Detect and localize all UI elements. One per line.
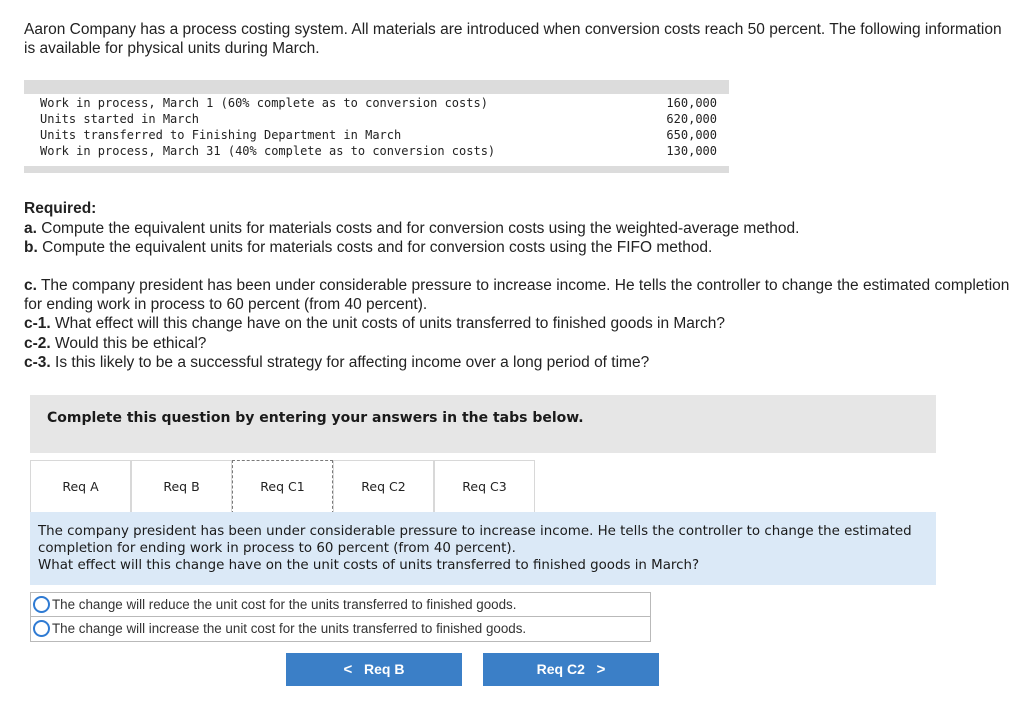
tab-req-b[interactable]: Req B	[131, 460, 232, 513]
problem-intro: Aaron Company has a process costing system. All materials are introduced when conversion costs reach 50 percent. The following information is available for physical units during March.	[24, 21, 1002, 57]
requirement-a-label: a.	[24, 219, 37, 237]
chevron-right-icon: >	[596, 661, 606, 678]
requirement-c2-text: Would this be ethical?	[50, 334, 207, 352]
table-row	[24, 111, 729, 127]
requirement-c1-label: c-1.	[24, 315, 51, 333]
row-value: 160,000	[666, 96, 717, 110]
next-button-label: Req C2	[536, 661, 585, 677]
required-section	[24, 199, 1009, 258]
requirement-c3-label: c-3.	[24, 353, 51, 371]
requirement-c-text: The company president has been under considerable pressure to increase income. He tells the controller to change the estimated completion for ending work in process to 60 percent (from 40 percent).	[24, 277, 1010, 314]
requirement-a	[24, 219, 1009, 239]
next-req-c2-button[interactable]	[483, 653, 659, 686]
table-row	[24, 95, 729, 111]
table-row	[24, 143, 729, 159]
question-panel	[30, 512, 936, 585]
requirement-c	[24, 276, 1019, 314]
prev-req-b-button[interactable]	[286, 653, 462, 686]
prev-button-label: Req B	[363, 661, 405, 677]
instructions-text: Complete this question by entering your answers in the tabs below.	[47, 410, 584, 426]
instructions-banner	[30, 395, 936, 453]
radio-button-icon[interactable]	[33, 596, 50, 613]
requirement-c3-text: Is this likely to be a successful strategy for affecting income over a long period of time?	[50, 353, 650, 371]
row-label: Units started in March	[40, 112, 199, 126]
answer-options	[30, 592, 651, 642]
tab-req-c1[interactable]: Req C1	[232, 460, 333, 514]
requirement-c3	[24, 353, 1019, 372]
row-value: 620,000	[666, 112, 717, 126]
option-label: The change will reduce the unit cost for the units transferred to finished goods.	[52, 597, 517, 612]
tab-req-c2[interactable]: Req C2	[333, 460, 434, 513]
answer-option[interactable]	[30, 592, 651, 617]
units-table	[24, 80, 729, 173]
required-heading: Required:	[24, 200, 97, 217]
requirement-b-text: Compute the equivalent units for materials costs and for conversion costs using the FIFO method.	[37, 239, 713, 256]
requirement-c2	[24, 334, 1019, 353]
requirement-c-label: c.	[24, 277, 37, 294]
requirement-b-label: b.	[24, 239, 38, 256]
requirement-c1	[24, 314, 1019, 333]
requirement-c1-text: What effect will this change have on the unit costs of units transferred to finished goods in March?	[50, 315, 726, 333]
row-label: Work in process, March 1 (60% complete as to conversion costs)	[40, 96, 488, 110]
row-value: 650,000	[666, 128, 717, 142]
table-top-bar	[24, 80, 729, 94]
table-bottom-bar	[24, 166, 729, 173]
question-text: The company president has been under considerable pressure to increase income. He tells the controller to change the estimated completion for ending work in process to 60 percent (from 40 percent). What effect will this change have on the unit costs of units transferred to finished goods in March?	[38, 524, 912, 573]
row-value: 130,000	[666, 144, 717, 158]
tab-req-c3[interactable]: Req C3	[434, 460, 535, 513]
answer-option[interactable]	[30, 617, 651, 642]
requirement-b	[24, 238, 1009, 258]
option-label: The change will increase the unit cost for the units transferred to finished goods.	[52, 621, 527, 636]
radio-button-icon[interactable]	[33, 620, 50, 637]
table-row	[24, 127, 729, 143]
chevron-left-icon: <	[343, 661, 353, 678]
requirement-c-section	[24, 276, 1019, 372]
requirement-c2-label: c-2.	[24, 334, 51, 352]
row-label: Units transferred to Finishing Department in March	[40, 128, 402, 142]
tab-req-a[interactable]: Req A	[30, 460, 131, 513]
requirement-a-text: Compute the equivalent units for materials costs and for conversion costs using the weighted-average method.	[36, 219, 800, 237]
row-label: Work in process, March 31 (40% complete as to conversion costs)	[40, 144, 496, 158]
